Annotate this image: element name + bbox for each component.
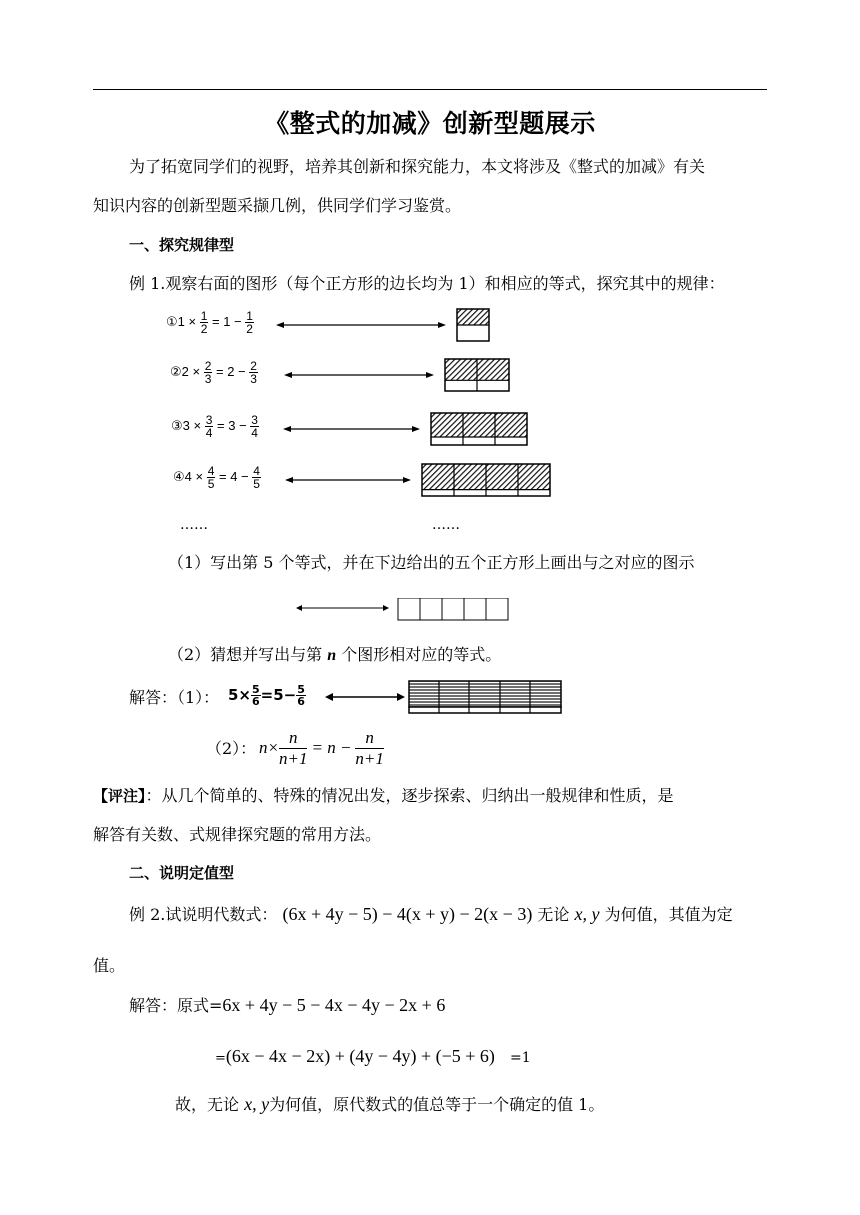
example-2-vars: x, y bbox=[574, 904, 600, 924]
header-rule bbox=[93, 89, 767, 90]
answer-2-fraction-2 bbox=[355, 728, 383, 769]
figure-label-3: ③3 × bbox=[171, 417, 205, 433]
answer-1-fraction-2 bbox=[296, 684, 306, 707]
figure-fraction-b-3-num: 3 bbox=[251, 413, 258, 427]
question-2-part-a: （2）猜想并写出与第 bbox=[168, 645, 323, 664]
example-1-text: 例 1.观察右面的图形（每个正方形的边长均为 1）和相应的等式，探究其中的规律： bbox=[129, 274, 725, 293]
figure-squares-1 bbox=[456, 308, 490, 342]
example-2-tail: 为何值，其值为定 bbox=[604, 905, 733, 924]
solution-label: 解答：原式= bbox=[129, 996, 223, 1015]
figure-arrow-2 bbox=[284, 370, 434, 380]
figure-fraction-b-1-den: 2 bbox=[246, 322, 253, 336]
solution-expr-1: 6x + 4y − 5 − 4x − 4y − 2x + 6 bbox=[222, 995, 446, 1015]
comment-text-1: ：从几个简单的、特殊的情况出发，逐步探索、归纳出一般规律和性质，是 bbox=[145, 786, 674, 805]
figure-fraction-b-3-den: 4 bbox=[251, 426, 258, 440]
figure-fraction-3-num: 3 bbox=[205, 413, 213, 427]
question-2-part-b: 个图形相对应的等式。 bbox=[341, 645, 502, 664]
answer-1-lhs: 5× bbox=[228, 686, 252, 704]
figure-fraction-b-4-num: 4 bbox=[253, 464, 260, 478]
five-empty-squares bbox=[398, 598, 508, 620]
conclusion-vars: x, y bbox=[244, 1094, 270, 1114]
figure-arrow-4 bbox=[285, 475, 411, 485]
figure-fraction-1-num: 1 bbox=[200, 309, 208, 323]
figure-fraction-2-num: 2 bbox=[204, 359, 212, 373]
figure-equation-2 bbox=[170, 360, 258, 385]
answer-1-fraction bbox=[251, 684, 261, 707]
figure-mid-3: = 3 − bbox=[213, 417, 251, 433]
figure-fraction-b-2-den: 3 bbox=[250, 372, 257, 386]
intro-line-2: 知识内容的创新型题采撷几例，供同学们学习鉴赏。 bbox=[93, 196, 462, 215]
question-2-n: n bbox=[327, 647, 337, 664]
comment-line-1 bbox=[93, 786, 674, 806]
solution-line-1 bbox=[129, 995, 445, 1016]
example-2-wulun: 无论 bbox=[537, 905, 570, 924]
ellipsis-left: …… bbox=[180, 517, 208, 533]
figure-mid-2: = 2 − bbox=[212, 363, 250, 379]
conclusion bbox=[175, 1094, 604, 1115]
figure-fraction-b-1 bbox=[245, 310, 254, 335]
answer-2-mid: = n − bbox=[311, 738, 352, 757]
intro-line-1: 为了拓宽同学们的视野，培养其创新和探究能力，本文将涉及《整式的加减》有关 bbox=[129, 157, 706, 176]
answer-2-den: n+1 bbox=[278, 749, 308, 768]
figure-squares-3 bbox=[430, 412, 528, 446]
answer-2-equation bbox=[259, 728, 384, 769]
figure-equation-4 bbox=[173, 465, 261, 490]
figure-fraction-4-den: 5 bbox=[207, 477, 215, 491]
answer-label: 解答：（1）： bbox=[129, 688, 220, 707]
example-2-line-2: 值。 bbox=[93, 956, 126, 975]
blank-figure bbox=[296, 598, 516, 624]
solution-eq-sign: = bbox=[215, 1051, 226, 1066]
figure-fraction-b-3 bbox=[250, 414, 259, 439]
figure-fraction-b-1-num: 1 bbox=[246, 309, 253, 323]
solution-expr-2: (6x − 4x − 2x) + (4y − 4y) + (−5 + 6) bbox=[225, 1046, 495, 1066]
example-2-line-1 bbox=[129, 904, 733, 925]
figure-fraction-3-den: 4 bbox=[205, 426, 213, 440]
figure-arrow-3 bbox=[283, 424, 420, 434]
conclusion-a: 故，无论 bbox=[175, 1095, 240, 1114]
answer-1-equation bbox=[228, 684, 306, 707]
figure-label-2: ②2 × bbox=[170, 363, 204, 379]
page-title: 《整式的加减》创新型题展示 bbox=[264, 109, 596, 138]
answer-1-mid: =5− bbox=[260, 686, 297, 704]
figure-fraction-b-4-den: 5 bbox=[253, 477, 260, 491]
figure-equation-3 bbox=[171, 414, 259, 439]
ellipsis-right: …… bbox=[432, 517, 460, 533]
answer-2-den-2: n+1 bbox=[355, 749, 384, 768]
answer-2-label: （2）： bbox=[206, 739, 257, 758]
figure-squares-2 bbox=[444, 358, 510, 392]
answer-2-num-2: n bbox=[355, 728, 383, 749]
answer-1-hatched-squares bbox=[408, 680, 562, 714]
section-heading-1: 一、探究规律型 bbox=[129, 236, 235, 254]
answer-1-arrow bbox=[325, 690, 405, 704]
answer-2-num: n bbox=[279, 728, 307, 749]
figure-arrow-1 bbox=[276, 320, 446, 330]
figure-fraction-b-2-num: 2 bbox=[250, 359, 257, 373]
question-2 bbox=[168, 645, 501, 666]
comment-tag: 【评注】 bbox=[93, 787, 146, 805]
answer-1-den-2: 6 bbox=[297, 695, 305, 708]
figure-fraction-4-num: 4 bbox=[207, 464, 215, 478]
figure-mid-1: = 1 − bbox=[208, 313, 246, 329]
answer-2-lhs: n× bbox=[259, 738, 279, 757]
section-heading-2: 二、说明定值型 bbox=[129, 864, 235, 882]
example-2-intro: 例 2.试说明代数式： bbox=[129, 905, 278, 924]
answer-1-den: 6 bbox=[252, 695, 260, 708]
answer-1-num: 5 bbox=[252, 683, 260, 696]
comment-line-2: 解答有关数、式规律探究题的常用方法。 bbox=[93, 825, 382, 844]
figure-fraction-1-den: 2 bbox=[200, 322, 208, 336]
figure-fraction-2-den: 3 bbox=[204, 372, 212, 386]
example-2-expression: (6x + 4y − 5) − 4(x + y) − 2(x − 3) bbox=[282, 904, 533, 924]
answer-1-num-2: 5 bbox=[297, 683, 305, 696]
solution-line-2 bbox=[215, 1046, 531, 1069]
figure-squares-4 bbox=[421, 463, 551, 497]
figure-fraction-b-4 bbox=[252, 465, 261, 490]
figure-equation-1 bbox=[166, 310, 254, 335]
figure-label-1: ①1 × bbox=[166, 313, 200, 329]
solution-result: =1 bbox=[510, 1050, 531, 1066]
figure-mid-4: = 4 − bbox=[215, 468, 253, 484]
figure-label-4: ④4 × bbox=[173, 468, 207, 484]
answer-2-fraction bbox=[279, 728, 307, 769]
figure-fraction-b-2 bbox=[249, 360, 258, 385]
conclusion-b: 为何值，原代数式的值总等于一个确定的值 1。 bbox=[269, 1095, 605, 1114]
question-1: （1）写出第 5 个等式，并在下边给出的五个正方形上画出与之对应的图示 bbox=[168, 553, 695, 572]
